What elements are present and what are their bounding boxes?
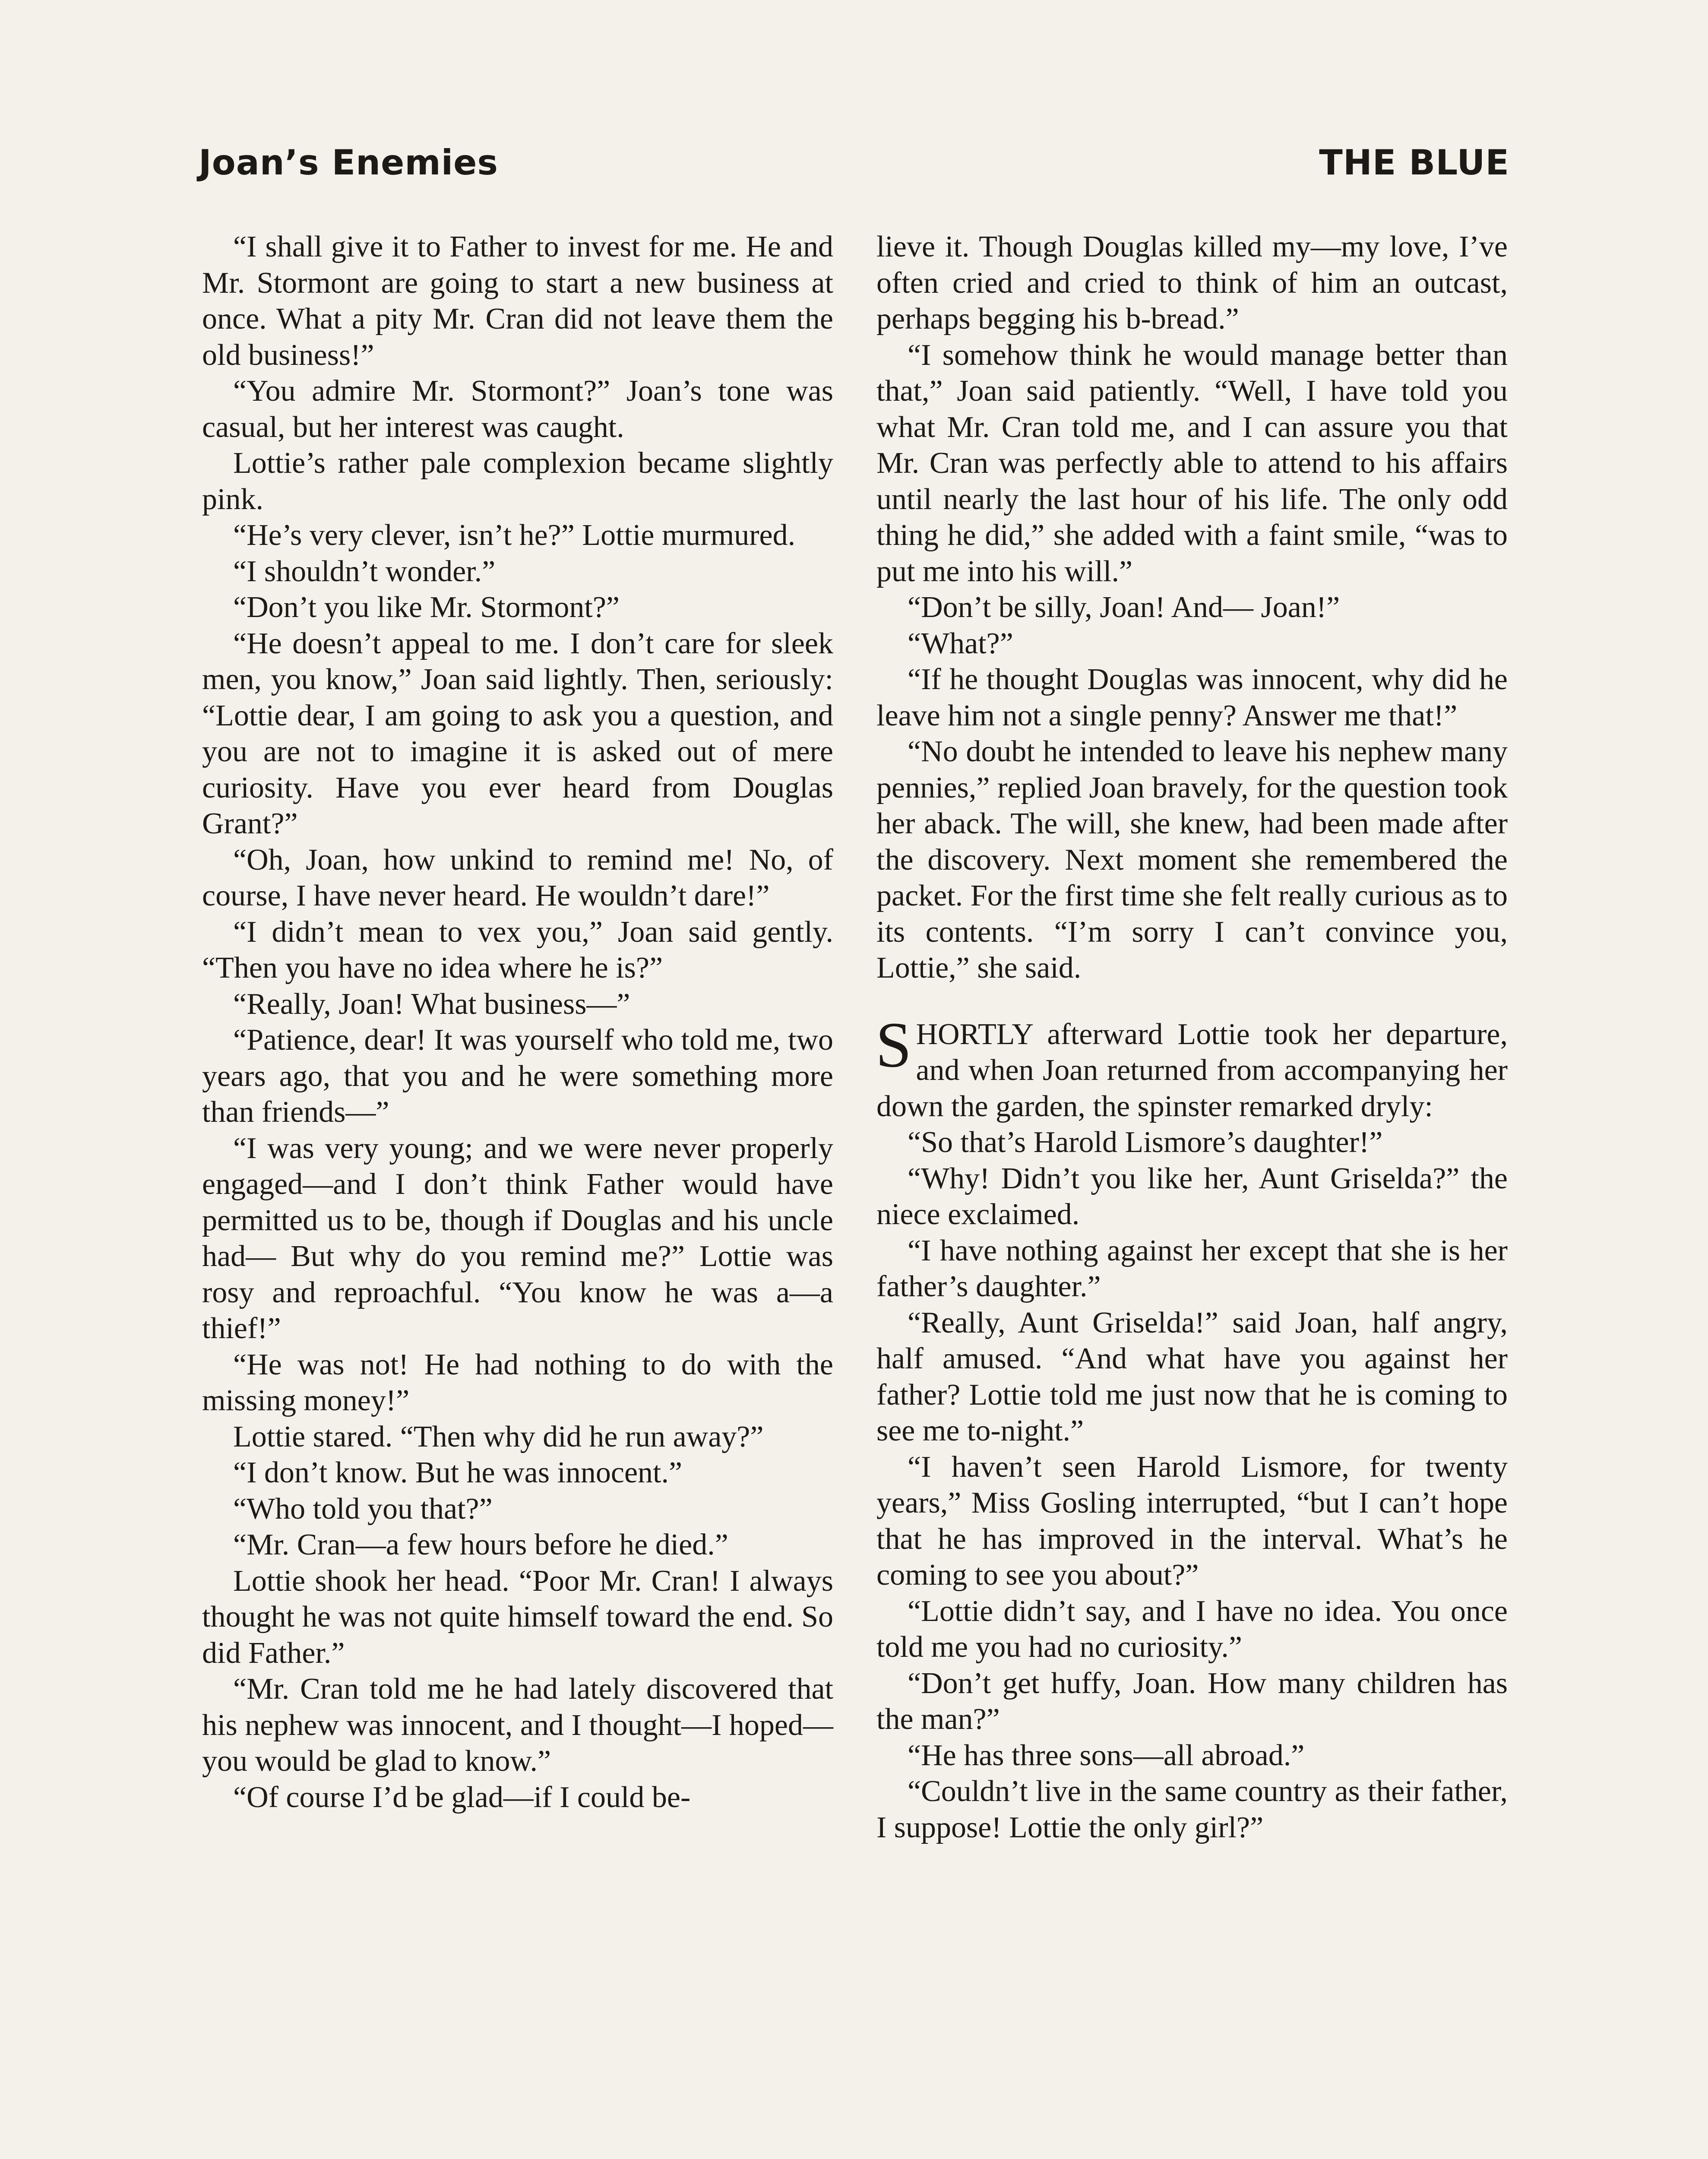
paragraph: “Really, Joan! What business—” [233,987,630,1021]
paragraph: “Why! Didn’t you like her, Aunt Griselda?” the niece exclaimed. [876,1162,1508,1231]
paragraph: “He was not! He had nothing to do with the missing money!” [202,1348,833,1417]
paragraph: “Lottie didn’t say, and I have no idea. You once told me you had no curiosity.” [876,1594,1508,1664]
paragraph: “I somehow think he would manage better than that,” Joan said patiently. “Well, I have told you what Mr. Cran told me, and I can assure you that Mr. Cran was perfectly able to attend to his affairs until nearly the last hour of his life. The only odd thing he did,” she added with a faint smile, “was to put me into his will.” [876,338,1508,588]
paragraph: Lottie shook her head. “Poor Mr. Cran! I always thought he was not quite himself toward the end. So did Father.” [202,1564,833,1670]
paragraph: “I shall give it to Father to invest for me. He and Mr. Stormont are going to start a new business at once. What a pity Mr. Cran did not leave them the old business!” [202,230,833,372]
paragraph: “Mr. Cran—a few hours before he died.” [233,1528,728,1561]
paragraph-continuation: lieve it. Though Douglas killed my—my love, I’ve often cried and cried to think of him an outcast, perhaps begging his b-bread.” [876,230,1508,336]
paragraph: Lottie stared. “Then why did he run away?” [233,1420,764,1453]
drop-cap: S [876,1009,912,1081]
paragraph: “I didn’t mean to vex you,” Joan said gently. “Then you have no idea where he is?” [202,915,833,985]
paragraph: “Don’t you like Mr. Stormont?” [233,591,620,624]
paragraph: “Mr. Cran told me he had lately discovered that his nephew was innocent, and I thought—I hoped—you would be glad to know.” [202,1672,833,1778]
paragraph: “I don’t know. But he was innocent.” [233,1456,683,1489]
paragraph: “Couldn’t live in the same country as their father, I suppose! Lottie the only girl?” [876,1775,1508,1844]
paragraph: Lottie’s rather pale complexion became slightly pink. [202,446,833,516]
paragraph: “He’s very clever, isn’t he?” Lottie murmured. [233,519,796,552]
story-title: Joan’s Enemies [199,142,499,183]
paragraph: “Don’t be silly, Joan! And— Joan!” [908,591,1340,624]
paragraph: “Of course I’d be glad—if I could be- [233,1780,691,1814]
paragraph: “Don’t get huffy, Joan. How many children has the man?” [876,1666,1508,1736]
paragraph: “I shouldn’t wonder.” [233,554,496,588]
paragraph: “Who told you that?” [233,1492,493,1526]
paragraph: “Oh, Joan, how unkind to remind me! No, of course, I have never heard. He wouldn’t dare!” [202,843,833,912]
running-head [199,142,1509,194]
paragraph: “He has three sons—all abroad.” [908,1738,1305,1772]
paragraph: “He doesn’t appeal to me. I don’t care for sleek men, you know,” Joan said lightly. Then, seriously: “Lottie dear, I am going to ask you a question, and you are not to imagine it is asked out of mere curiosity. Have you ever heard from Douglas Grant?” [202,627,833,840]
left-column [202,229,833,1815]
paragraph: “Patience, dear! It was yourself who told me, two years ago, that you and he were something more than friends—” [202,1023,833,1129]
section-opening-paragraph [876,1009,1508,1125]
paragraph: “What?” [908,627,1013,660]
paragraph: “You admire Mr. Stormont?” Joan’s tone was casual, but her interest was caught. [202,374,833,444]
right-column [876,229,1508,1846]
paragraph: “If he thought Douglas was innocent, why did he leave him not a single penny? Answer me that!” [876,663,1508,732]
paragraph: “So that’s Harold Lismore’s daughter!” [908,1126,1383,1159]
text-columns [202,229,1510,2159]
paragraph: “Really, Aunt Griselda!” said Joan, half angry, half amused. “And what have you against her father? Lottie told me just now that he is coming to see me to-night.” [876,1306,1508,1447]
paragraph: “I haven’t seen Harold Lismore, for twenty years,” Miss Gosling interrupted, “but I can’t hope that he has improved in the interval. What’s he coming to see you about?” [876,1450,1508,1592]
paragraph: “I have nothing against her except that she is her father’s daughter.” [876,1234,1508,1303]
section-opening-text: HORTLY afterward Lottie took her departure, and when Joan returned from accompanying her down the garden, the spinster remarked dryly: [876,1017,1508,1123]
paragraph: “I was very young; and we were never properly engaged—and I don’t think Father would have permitted us to be, though if Douglas and his uncle had— But why do you remind me?” Lottie was rosy and reproachful. “You know he was a—a thief!” [202,1131,833,1345]
magazine-title: THE BLUE [1319,142,1509,183]
paragraph: “No doubt he intended to leave his nephew many pennies,” replied Joan bravely, for the question took her aback. The will, she knew, had been made after the discovery. Next moment she remembered the packet. For the first time she felt really curious as to its contents. “I’m sorry I can’t convince you, Lottie,” she said. [876,735,1508,985]
